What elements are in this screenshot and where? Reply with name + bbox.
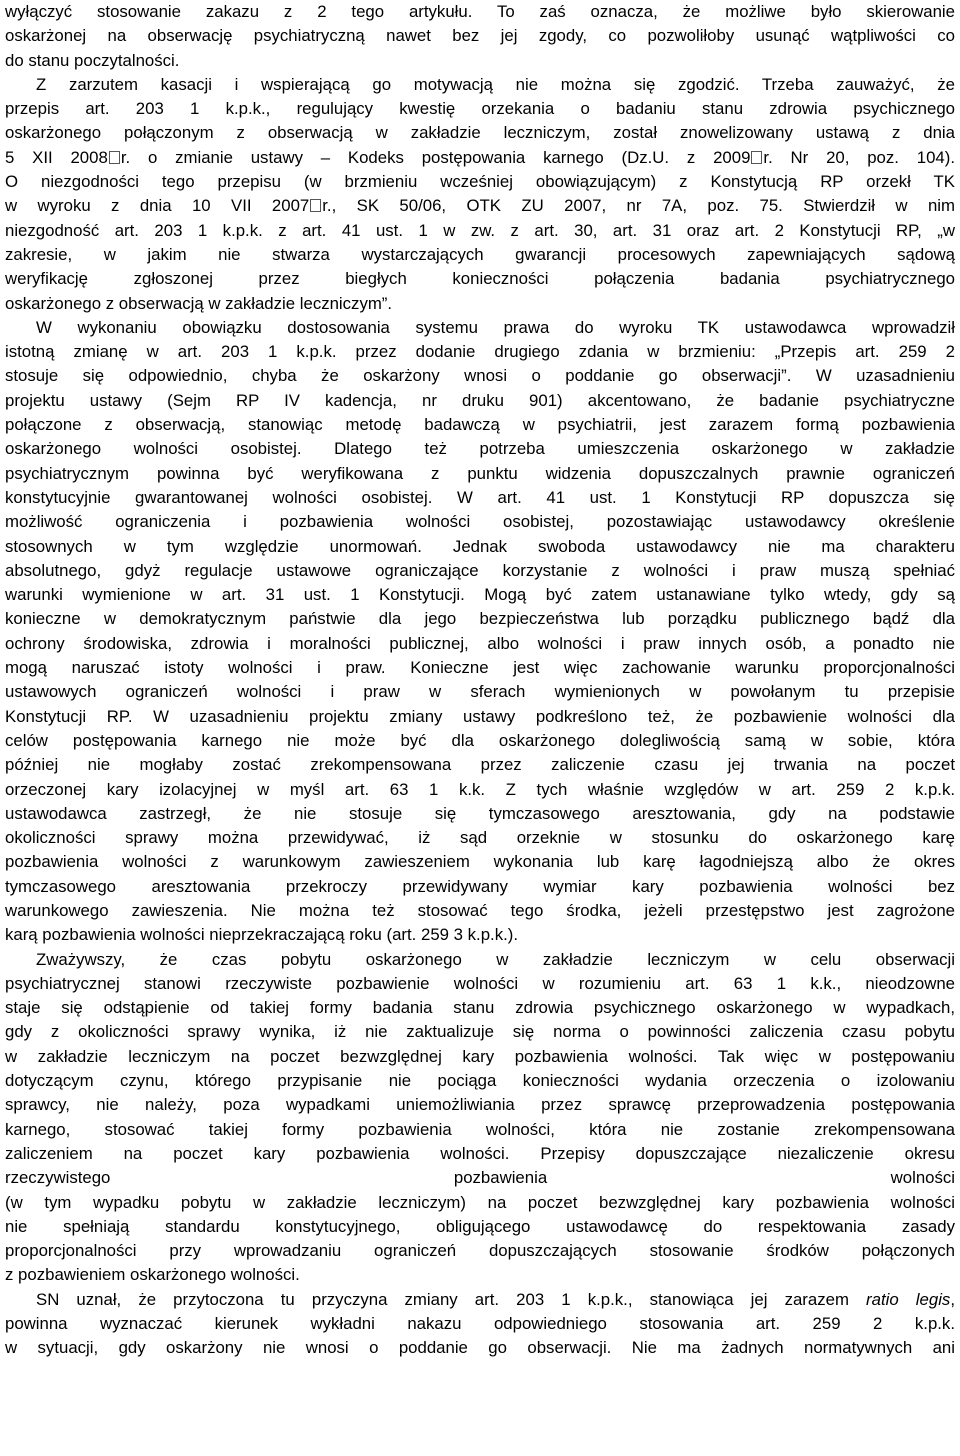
paragraph-start-line [5, 1288, 955, 1312]
text-line: psychiatrycznej stanowi rzeczywiste pozbawienie wolności w rozumieniu art. 63 1 k.k., nieodzowne [5, 973, 955, 993]
text-line: wyłączyć stosowanie zakazu z 2 tego artykułu. To zaś oznacza, że możliwe było skierowanie [5, 2, 955, 21]
text-line: połączone z obserwacją, stanowiąc metodę badawczą w psychiatrii, jest zarazem formą pozbawienia [5, 415, 955, 435]
text-line: powinna wyznaczać kierunek wykładni nakazu odpowiedniego stosowania art. 259 2 k.p.k. [5, 1314, 955, 1334]
text-fragment: SN uznał, że przytoczona tu przyczyna zmiany art. 203 1 k.p.k., stanowiąca jej zarazem [36, 1289, 849, 1309]
text-line: do stanu poczytalności. [5, 50, 180, 70]
paragraph-start-line: Z zarzutem kasacji i wspierającą go motywacją nie można się zgodzić. Trzeba zauważyć, że [36, 74, 955, 94]
text-line: tymczasowego aresztowania przekroczy przewidywany wymiar kary pozbawienia wolności bez [5, 876, 955, 896]
text-line: Konstytucji RP. W uzasadnieniu projektu zmiany ustawy podkreślono też, że pozbawienie wolności dla [5, 706, 955, 726]
text-line: przepis art. 203 1 k.p.k., regulujący kwestię orzekania o badaniu stanu zdrowia psychicznego [5, 99, 955, 119]
text-line: w zakładzie leczniczym na poczet bezwzględnej kary pozbawienia wolności. Tak więc w postępowaniu [5, 1046, 955, 1066]
text-line [5, 146, 955, 170]
text-line: O niezgodności tego przepisu (w brzmieniu wcześniej obowiązującym) z Konstytucją RP orzekł TK [5, 172, 955, 192]
text-line: konieczne w demokratycznym państwie dla jego bezpieczeństwa lub porządku publicznego bądź dla [5, 609, 955, 629]
text-line: celów postępowania karnego nie może być dla oskarżonego dolegliwością samą w sobie, która [5, 730, 955, 750]
missing-glyph-icon [310, 199, 321, 212]
text-line [5, 194, 955, 218]
ratio-legis-italic: ratio legis [866, 1289, 951, 1309]
text-line: staje się odstąpienie od takiej formy badania stanu zdrowia psychicznego oskarżonego w wypadkach, [5, 998, 955, 1018]
text-line: oskarżonego połączonym z obserwacją w zakładzie leczniczym, został znowelizowany ustawą z dnia [5, 123, 955, 143]
paragraph-start-line: Zważywszy, że czas pobytu oskarżonego w zakładzie leczniczym w celu obserwacji [36, 949, 955, 969]
text-line: zakresie, w jakim nie stwarza wystarczających gwarancji procesowych zapewniających sądową [5, 244, 955, 264]
text-line: weryfikację zgłoszonej przez biegłych konieczności połączenia badania psychiatrycznego [5, 269, 955, 289]
document-page [5, 0, 955, 1361]
text-fragment: 5 XII 2008 [5, 147, 108, 167]
text-fragment: , [950, 1289, 955, 1309]
text-line: rzeczywistego pozbawienia wolności [5, 1168, 955, 1188]
text-line: oskarżonego wolności osobistej. Dlatego też potrzeba umieszczenia oskarżonego w zakładzie [5, 439, 955, 459]
text-line: konstytucyjnie gwarantowanej wolności osobistej. W art. 41 ust. 1 Konstytucji RP dopuszcza się [5, 487, 955, 507]
text-line: pozbawienia wolności z warunkowym zawieszeniem wykonania lub karę łagodniejszą albo że okres [5, 852, 955, 872]
text-line: oskarżonego z obserwacją w zakładzie leczniczym”. [5, 293, 393, 313]
text-line: nie spełniają standardu konstytucyjnego, obligującego ustawodawcę do respektowania zasady [5, 1216, 955, 1236]
text-line: ustawodawca zastrzegł, że nie stosuje się tymczasowego aresztowania, gdy na podstawie [5, 803, 955, 823]
text-line: zaliczeniem na poczet kary pozbawienia wolności. Przepisy dopuszczające niezaliczenie okresu [5, 1143, 955, 1163]
text-fragment: r. Nr 20, poz. 104). [763, 147, 955, 167]
text-fragment: r., SK 50/06, OTK ZU 2007, nr 7A, poz. 75. Stwierdził w nim [322, 196, 955, 216]
missing-glyph-icon [109, 151, 120, 164]
text-line: mogą naruszać istoty wolności i praw. Konieczne jest więc zachowanie warunku proporcjonalności [5, 658, 955, 678]
text-line: później nie mogłaby zostać zrekompensowana przez zaliczenie czasu jej trwania na poczet [5, 755, 955, 775]
text-line: karą pozbawienia wolności nieprzekraczającą roku (art. 259 3 k.p.k.). [5, 925, 519, 945]
text-line: oskarżonej na obserwację psychiatryczną nawet bez jej zgody, co pozwoliłoby usunąć wątpliwości co [5, 26, 955, 46]
text-line: dotyczącym czynu, którego przypisanie nie pociąga konieczności wydania orzeczenia o izolowaniu [5, 1071, 955, 1091]
text-line: orzeczonej kary izolacyjnej w myśl art. 63 1 k.k. Z tych właśnie względów w art. 259 2 k.p.k. [5, 779, 955, 799]
text-line: psychiatrycznym powinna być weryfikowana z punktu widzenia dopuszczalnych prawnie ograniczeń [5, 463, 955, 483]
text-line: okoliczności sprawy można przewidywać, iż sąd orzeknie w stosunku do oskarżonego karę [5, 828, 955, 848]
text-line: (w tym wypadku pobytu w zakładzie leczniczym) na poczet bezwzględnej kary pozbawienia wolności [5, 1192, 955, 1212]
text-line: możliwość ograniczenia i pozbawienia wolności osobistej, pozostawiając ustawodawcy określenie [5, 512, 955, 532]
text-line: w sytuacji, gdy oskarżony nie wnosi o poddanie go obserwacji. Nie ma żadnych normatywnych ani [5, 1338, 955, 1358]
text-line: warunkowego zawieszenia. Nie można też stosować tego środka, jeżeli przestępstwo jest zagrożone [5, 900, 955, 920]
text-line: ustawowych ograniczeń wolności i praw w sferach wymienionych w powołanym tu przepisie [5, 682, 955, 702]
text-line: z pozbawieniem oskarżonego wolności. [5, 1265, 300, 1285]
missing-glyph-icon [751, 151, 762, 164]
text-line: projektu ustawy (Sejm RP IV kadencja, nr druku 901) akcentowano, że badanie psychiatryczne [5, 390, 955, 410]
text-line: gdy z okoliczności sprawy wynika, iż nie zaktualizuje się norma o powinności zaliczenia czasu pobytu [5, 1022, 955, 1042]
text-line: karnego, stosować takiej formy pozbawienia wolności, która nie zostanie zrekompensowana [5, 1119, 955, 1139]
text-line: ochrony środowiska, zdrowia i moralności publicznej, albo wolności i praw innych osób, a ponadto nie [5, 633, 955, 653]
text-fragment: w wyroku z dnia 10 VII 2007 [5, 196, 310, 216]
text-line: istotną zmianę w art. 203 1 k.p.k. przez dodanie drugiego zdania w brzmieniu: „Przepis art. 259 2 [5, 342, 955, 362]
text-line: niezgodność art. 203 1 k.p.k. z art. 41 ust. 1 w zw. z art. 30, art. 31 oraz art. 2 Konstytucji RP, „w [5, 220, 955, 240]
text-line: stosuje się odpowiednio, chyba że oskarżony wnosi o poddanie go obserwacji”. W uzasadnieniu [5, 366, 955, 386]
text-fragment: r. o zmianie ustawy – Kodeks postępowania karnego (Dz.U. z 2009 [120, 147, 751, 167]
text-line: absolutnego, gdyż regulacje ustawowe ograniczające korzystanie z wolności i praw muszą spełniać [5, 560, 955, 580]
paragraph-start-line: W wykonaniu obowiązku dostosowania systemu prawa do wyroku TK ustawodawca wprowadził [36, 317, 955, 337]
text-line: warunki wymienione w art. 31 ust. 1 Konstytucji. Mogą być zatem ustanawiane tylko wtedy, gdy są [5, 585, 955, 605]
text-line: stosownych w tym względzie unormowań. Jednak swoboda ustawodawcy nie ma charakteru [5, 536, 955, 556]
text-line: sprawcy, nie należy, poza wypadkami uniemożliwiania przez sprawcę przeprowadzenia postępowania [5, 1095, 955, 1115]
text-line: proporcjonalności przy wprowadzaniu ograniczeń dopuszczających stosowanie środków połączonych [5, 1241, 955, 1261]
